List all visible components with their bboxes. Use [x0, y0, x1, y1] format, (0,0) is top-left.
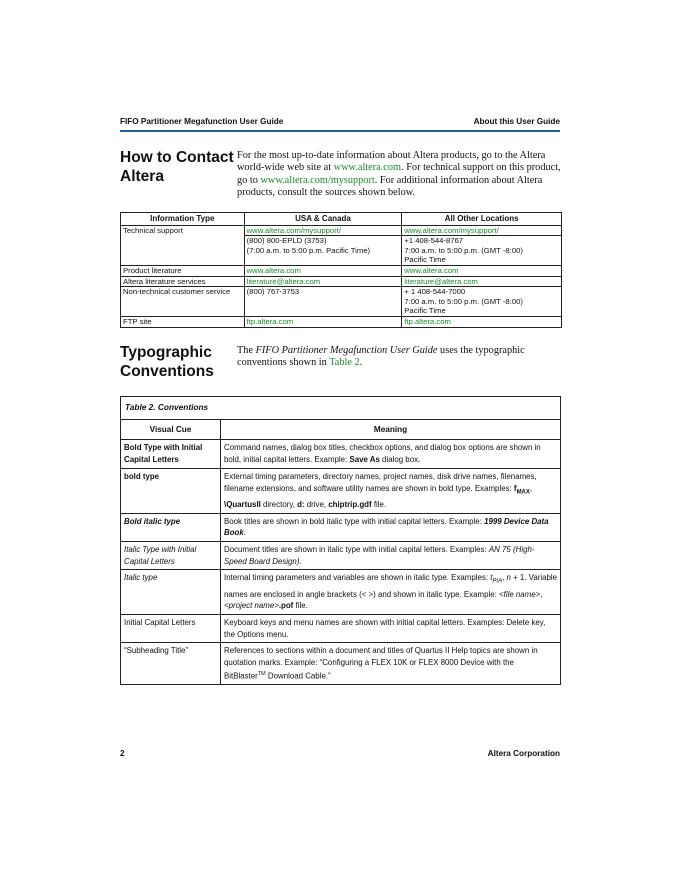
nontech-other-cell	[402, 287, 562, 317]
contact-table	[120, 212, 562, 328]
nontech-usa-phone: (800) 767-3753	[244, 287, 402, 317]
trademark-mark: TM	[257, 670, 266, 677]
cue-initial-capital: Initial Capital Letters	[121, 615, 221, 643]
table-row	[121, 316, 562, 327]
contact-text-1: For the most up-to-date information about Altera products, go to the Altera world-wide web site at	[237, 150, 546, 174]
conventions-caption-row	[121, 397, 561, 420]
table-row	[121, 265, 562, 276]
example-tpia: t	[490, 573, 493, 583]
meaning-initial-capital: Keyboard keys and menu names are shown with initial capital letters. Examples: Delete key, the Options menu.	[221, 615, 561, 643]
contact-paragraph	[237, 150, 561, 199]
typographic-heading	[120, 343, 214, 381]
table-row	[121, 615, 561, 643]
cue-italic-type: Italic type	[121, 570, 221, 615]
meaning-text: file.	[371, 499, 387, 509]
typographic-heading-line1: Typographic	[120, 344, 212, 361]
meaning-text: .	[299, 556, 302, 566]
tech-other-phone: +1 408-544-8767	[404, 236, 464, 246]
col-header-usa: USA & Canada	[244, 213, 402, 226]
footer-company: Altera Corporation	[487, 749, 560, 758]
meaning-text: Download Cable.”	[265, 671, 331, 681]
literature-usa-link[interactable]: www.altera.com	[244, 265, 402, 276]
col-header-other: All Other Locations	[402, 213, 562, 226]
typographic-paragraph	[237, 345, 561, 370]
nontech-other-hours: 7:00 a.m. to 5:00 p.m. (GMT -8:00)	[404, 296, 523, 306]
col-header-info-type: Information Type	[121, 213, 245, 226]
meaning-text: Internal timing parameters and variables are shown in italic type. Examples:	[224, 573, 491, 583]
row-label-product-literature: Product literature	[121, 265, 245, 276]
tech-other-hours: 7:00 a.m. to 5:00 p.m. (GMT -8:00)	[404, 245, 523, 255]
meaning-text: Command names, dialog box titles, checkbox options, and dialog box options are shown in bold, initial capital letters. Example:	[224, 443, 541, 465]
row-label-tech-support: Technical support	[121, 225, 245, 265]
page-number: 2	[120, 749, 125, 758]
meaning-bold-initial	[221, 440, 561, 468]
row-label-ftp: FTP site	[121, 316, 245, 327]
col-header-meaning: Meaning	[221, 419, 561, 440]
example-book-title: 1999 Device Data Book	[224, 516, 549, 538]
meaning-bold-type	[221, 468, 561, 513]
meaning-text: drive,	[304, 499, 329, 509]
nontech-other-tz: Pacific Time	[404, 306, 446, 316]
meaning-text: directory,	[260, 499, 298, 509]
tech-other-phone-cell	[402, 236, 562, 266]
meaning-text: ,	[540, 589, 543, 599]
example-project-name: <project name>	[224, 601, 279, 611]
cue-italic-initial: Italic Type with Initial Capital Letters	[121, 541, 221, 569]
meaning-text: ,	[502, 573, 507, 583]
typo-text-1: The	[237, 345, 256, 356]
meaning-text: .	[243, 528, 246, 538]
tech-other-tz: Pacific Time	[404, 255, 446, 265]
conventions-table	[120, 396, 561, 685]
typo-text-3: .	[359, 357, 363, 369]
row-label-non-technical: Non-technical customer service	[121, 287, 245, 317]
meaning-italic-type	[221, 570, 561, 615]
table-row	[121, 541, 561, 569]
table-row	[121, 468, 561, 513]
mysupport-link[interactable]: www.altera.com/mysupport	[260, 174, 375, 186]
altera-website-link[interactable]: www.altera.com	[333, 162, 402, 174]
nontech-other-phone: + 1 408-544-7000	[404, 287, 466, 297]
contact-text-2: . For technical support on this product, go to	[237, 162, 561, 186]
contact-heading-line2: Altera	[120, 168, 164, 185]
meaning-text: External timing parameters, directory names, project names, disk drive names, filenames, filename extensions, and software utility names are shown in bold type. Examples:	[224, 471, 537, 493]
meaning-text: ,	[529, 483, 533, 493]
table-row	[121, 440, 561, 468]
table2-link[interactable]: Table 2	[329, 357, 360, 369]
meaning-text: Book titles are shown in bold italic type with initial capital letters. Example:	[224, 516, 485, 526]
table-row	[121, 513, 561, 541]
literature-other-link[interactable]: www.altera.com	[402, 265, 562, 276]
cue-subheading: “Subheading Title”	[121, 643, 221, 685]
literature-services-other-email[interactable]: literature@altera.com	[402, 276, 562, 287]
example-file: chiptrip.gdf	[328, 499, 372, 509]
example-doc-title: AN 75 (High-Speed Board Design)	[224, 544, 535, 566]
meaning-text: dialog box.	[379, 455, 421, 465]
example-n: n	[506, 573, 511, 583]
contact-heading-line1: How to Contact	[120, 149, 234, 166]
row-label-literature-services: Altera literature services	[121, 276, 245, 287]
table-row	[121, 225, 562, 236]
conventions-header-row	[121, 419, 561, 440]
cue-bold-type: bold type	[121, 468, 221, 513]
table-row	[121, 276, 562, 287]
guide-title: FIFO Partitioner Megafunction User Guide	[255, 345, 438, 356]
tech-other-link[interactable]: www.altera.com/mysupport/	[402, 225, 562, 236]
contact-heading	[120, 148, 234, 186]
tech-usa-phone: (800) 800-EPLD (3753)	[246, 236, 327, 246]
example-fmax: f	[513, 483, 517, 493]
cue-bold-initial: Bold Type with Initial Capital Letters	[121, 440, 221, 468]
ftp-other-link[interactable]: ftp.altera.com	[402, 316, 562, 327]
example-file-name: <file name>	[499, 589, 541, 599]
contact-text-3: . For additional information about Altera products, consult the sources shown below.	[237, 174, 543, 198]
typographic-heading-line2: Conventions	[120, 363, 214, 380]
tech-usa-hours: (7:00 a.m. to 5:00 p.m. Pacific Time)	[246, 245, 371, 255]
typo-text-2: uses the typographic conventions shown in	[237, 345, 525, 369]
example-drive: d:	[297, 499, 305, 509]
meaning-text: References to sections within a document and titles of Quartus II Help topics are shown in quotation marks. Example: “Configuring a FLEX 10K or FLEX 8000 Device with the BitBlaster	[224, 646, 538, 681]
meaning-text: Document titles are shown in italic type with initial capital letters. Examples:	[224, 544, 489, 554]
ftp-usa-link[interactable]: ftp.altera.com	[244, 316, 402, 327]
example-save-as: Save As	[349, 455, 380, 465]
example-fmax-sub: MAX	[516, 489, 530, 496]
table-row	[121, 570, 561, 615]
literature-services-usa-email[interactable]: literature@altera.com	[244, 276, 402, 287]
cue-bold-italic: Bold italic type	[121, 513, 221, 541]
running-header-title: FIFO Partitioner Megafunction User Guide	[120, 117, 284, 126]
table-row	[121, 643, 561, 685]
meaning-text: + 1. Variable names are enclosed in angle brackets (< >) and shown in italic type. Example:	[224, 573, 558, 599]
tech-usa-phone-cell	[244, 236, 402, 266]
meaning-italic-initial	[221, 541, 561, 569]
example-directory: \QuartusII	[224, 499, 261, 509]
meaning-subheading	[221, 643, 561, 685]
table-row	[121, 287, 562, 317]
meaning-bold-italic	[221, 513, 561, 541]
running-header-section: About this User Guide	[473, 117, 560, 126]
contact-table-header	[121, 213, 562, 226]
example-tpia-sub: PIA	[492, 578, 503, 585]
header-rule	[120, 130, 560, 132]
col-header-visual-cue: Visual Cue	[121, 419, 221, 440]
meaning-text: file.	[293, 601, 308, 611]
example-pof: .pof	[278, 601, 294, 611]
table-caption: Table 2. Conventions	[121, 397, 561, 420]
tech-usa-link[interactable]: www.altera.com/mysupport/	[244, 225, 402, 236]
